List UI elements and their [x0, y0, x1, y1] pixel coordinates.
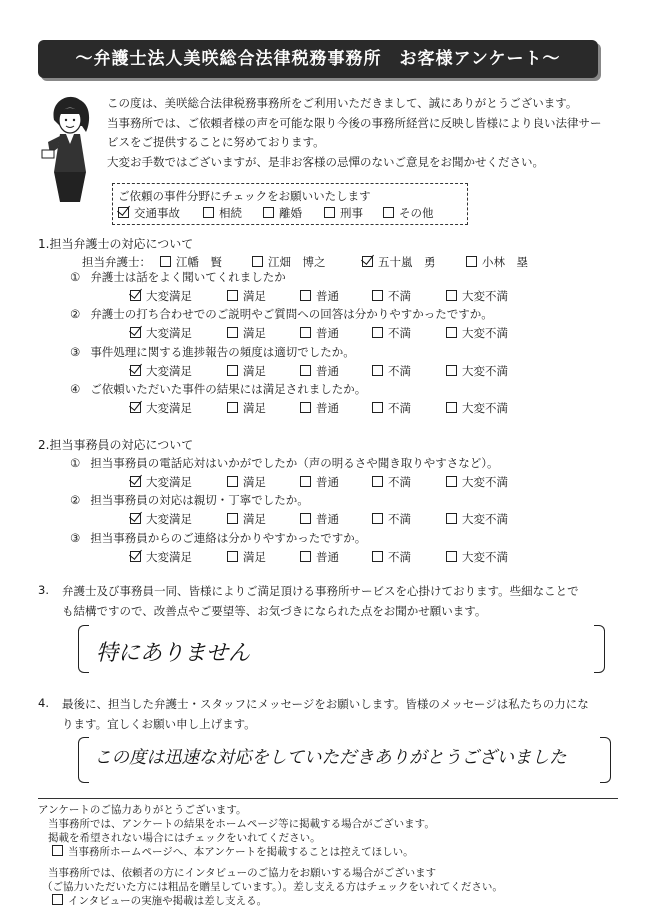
checkbox[interactable] — [372, 365, 383, 376]
rating-option-label: 普通 — [316, 550, 339, 564]
rating-option-label: 大変満足 — [146, 326, 192, 340]
rating-option[interactable] — [227, 288, 266, 304]
question-row — [70, 344, 355, 360]
question-number: ① — [70, 270, 81, 284]
rating-option[interactable] — [446, 511, 508, 527]
rating-option-label: 普通 — [316, 364, 339, 378]
checkbox[interactable] — [227, 476, 238, 487]
checkbox-checked[interactable] — [130, 365, 141, 376]
checkbox[interactable] — [227, 513, 238, 524]
checkbox-checked[interactable] — [118, 207, 129, 218]
checkbox-checked[interactable] — [130, 513, 141, 524]
checkbox-checked[interactable] — [130, 290, 141, 301]
question-number: ② — [70, 307, 81, 321]
rating-option-label: 普通 — [316, 475, 339, 489]
footer-text: （ご協力いただいた方には粗品を贈呈しています。）。差し支える方はチェックをいれてください。 — [42, 881, 503, 893]
checkbox[interactable] — [300, 402, 311, 413]
question-text: 担当事務員の電話応対はいかがでしたか（声の明るさや聞き取りやすさなど）。 — [90, 456, 499, 470]
rating-option-label: 満足 — [243, 401, 266, 415]
rating-option[interactable] — [372, 511, 411, 527]
checkbox[interactable] — [227, 551, 238, 562]
checkbox[interactable] — [446, 365, 457, 376]
checkbox[interactable] — [372, 327, 383, 338]
rating-option-label: 普通 — [316, 401, 339, 415]
checkbox[interactable] — [203, 207, 214, 218]
section-1-heading: 1.担当弁護士の対応について — [38, 237, 194, 251]
rating-option[interactable] — [372, 549, 411, 565]
rating-option[interactable] — [227, 474, 266, 490]
rating-option-label: 大変満足 — [146, 289, 192, 303]
checkbox-checked[interactable] — [130, 476, 141, 487]
rating-option-label: 満足 — [243, 475, 266, 489]
rating-option-label: 満足 — [243, 364, 266, 378]
bracket-right — [594, 625, 605, 673]
checkbox-checked[interactable] — [130, 327, 141, 338]
staff-illustration — [40, 92, 102, 204]
rating-option[interactable] — [227, 400, 266, 416]
rating-option-label: 大変満足 — [146, 550, 192, 564]
question-text: 弁護士の打ち合わせでのご説明やご質問への回答は分かりやすかったですか。 — [90, 307, 493, 321]
lawyer-name: 江幡 賢 — [176, 255, 222, 269]
case-type-box — [112, 183, 468, 225]
section-4-text: ります。宜しくお願い申し上げます。 — [62, 717, 256, 731]
section-2-heading: 2.担当事務員の対応について — [38, 438, 194, 452]
case-option-label: 離婚 — [279, 206, 302, 220]
checkbox[interactable] — [263, 207, 274, 218]
section-3-text: 弁護士及び事務員一同、皆様によりご満足頂ける事務所サービスを心掛けております。些細なことで — [62, 584, 579, 598]
question-text: 弁護士は話をよく聞いてくれましたか — [90, 270, 286, 284]
rating-option[interactable] — [300, 549, 339, 565]
rating-option[interactable] — [300, 511, 339, 527]
rating-option-label: 満足 — [243, 289, 266, 303]
section-4-number: 4. — [38, 696, 49, 710]
question-row — [70, 381, 366, 397]
question-row — [70, 455, 499, 471]
case-option-label: その他 — [399, 206, 434, 220]
question-text: 担当事務員の対応は親切・丁寧でしたか。 — [90, 493, 309, 507]
checkbox[interactable] — [372, 402, 383, 413]
lawyer-name: 五十嵐 勇 — [378, 255, 436, 269]
rating-option[interactable] — [372, 363, 411, 379]
checkbox[interactable] — [372, 551, 383, 562]
intro-text — [107, 94, 617, 172]
section-3-number: 3. — [38, 583, 49, 597]
rating-option[interactable] — [446, 325, 508, 341]
rating-option-label: 満足 — [243, 326, 266, 340]
rating-option[interactable] — [130, 363, 192, 379]
intro-line: 大変お手数ではございますが、是非お客様の忌憚のないご意見をお聞かせください。 — [107, 154, 544, 169]
checkbox[interactable] — [300, 327, 311, 338]
rating-option-label: 満足 — [243, 512, 266, 526]
checkbox[interactable] — [446, 327, 457, 338]
rating-option[interactable] — [300, 363, 339, 379]
checkbox-checked[interactable] — [130, 402, 141, 413]
checkbox[interactable] — [227, 290, 238, 301]
rating-option[interactable] — [227, 363, 266, 379]
lawyer-option[interactable] — [466, 254, 528, 270]
rating-option[interactable] — [446, 474, 508, 490]
rating-option-label: 不満 — [388, 401, 411, 415]
case-option[interactable] — [203, 205, 242, 221]
checkbox[interactable] — [160, 256, 171, 267]
checkbox[interactable] — [227, 365, 238, 376]
intro-line: ビスをご提供することに努めております。 — [107, 135, 325, 149]
question-text: 担当事務員からのご連絡は分かりやすかったですか。 — [90, 531, 367, 545]
lawyer-label: 担当弁護士： — [82, 255, 151, 269]
rating-option[interactable] — [372, 474, 411, 490]
footer-option-label: インタビューの実施や掲載は差し支える。 — [68, 895, 268, 907]
rating-option-label: 不満 — [388, 512, 411, 526]
rating-option-label: 不満 — [388, 289, 411, 303]
rating-option[interactable] — [130, 400, 192, 416]
footer-text: 当事務所では、依頼者の方にインタビューのご協力をお願いする場合がございます — [48, 867, 437, 879]
rating-option-label: 大変満足 — [146, 475, 192, 489]
lawyer-option[interactable] — [362, 254, 436, 270]
checkbox[interactable] — [300, 476, 311, 487]
rating-option[interactable] — [130, 325, 192, 341]
footer-option-label: 当事務所ホームページへ、本アンケートを掲載することは控えてほしい。 — [68, 846, 414, 858]
rating-option-label: 大変不満 — [462, 364, 508, 378]
question-row — [70, 492, 309, 508]
case-option[interactable] — [118, 205, 180, 221]
rating-option-label: 大変不満 — [462, 326, 508, 340]
rating-option[interactable] — [130, 511, 192, 527]
rating-option-label: 満足 — [243, 550, 266, 564]
survey-title-banner: ～弁護士法人美咲総合法律税務事務所 お客様アンケート～ — [38, 40, 598, 78]
lawyer-option[interactable] — [252, 254, 326, 270]
rating-option[interactable] — [446, 549, 508, 565]
rating-option-label: 大変満足 — [146, 512, 192, 526]
checkbox[interactable] — [372, 513, 383, 524]
footer-thanks: アンケートのご協力ありがとうございます。 — [38, 804, 247, 816]
checkbox[interactable] — [372, 476, 383, 487]
checkbox[interactable] — [52, 845, 63, 856]
checkbox[interactable] — [52, 894, 63, 905]
rating-option-label: 不満 — [388, 475, 411, 489]
rating-option-label: 大変不満 — [462, 512, 508, 526]
bracket-left — [78, 625, 89, 673]
case-type-prompt: ご依頼の事件分野にチェックをお願いいたします — [118, 189, 371, 203]
question-number: ③ — [70, 345, 81, 359]
rating-option[interactable] — [227, 549, 266, 565]
rating-option-label: 不満 — [388, 326, 411, 340]
checkbox-checked[interactable] — [130, 551, 141, 562]
checkbox[interactable] — [446, 290, 457, 301]
rating-option[interactable] — [130, 288, 192, 304]
rating-option[interactable] — [227, 511, 266, 527]
question-number: ① — [70, 456, 81, 470]
checkbox[interactable] — [446, 513, 457, 524]
checkbox[interactable] — [300, 513, 311, 524]
checkbox[interactable] — [466, 256, 477, 267]
case-option-label: 交通事故 — [134, 206, 180, 220]
checkbox[interactable] — [446, 551, 457, 562]
question-text: 事件処理に関する進捗報告の頻度は適切でしたか。 — [90, 345, 355, 359]
case-option[interactable] — [324, 205, 363, 221]
lawyer-option[interactable] — [160, 254, 222, 270]
checkbox[interactable] — [300, 290, 311, 301]
footer-option[interactable] — [52, 893, 267, 908]
rating-option-label: 大変不満 — [462, 401, 508, 415]
case-option-label: 刑事 — [340, 206, 363, 220]
question-text: ご依頼いただいた事件の結果には満足されましたか。 — [90, 382, 367, 396]
rating-option-label: 大変不満 — [462, 475, 508, 489]
checkbox[interactable] — [300, 551, 311, 562]
checkbox[interactable] — [252, 256, 263, 267]
checkbox[interactable] — [324, 207, 335, 218]
rating-option-label: 不満 — [388, 364, 411, 378]
intro-line: この度は、美咲総合法律税務事務所をご利用いただきまして、誠にありがとうございます。 — [107, 96, 578, 110]
lawyer-name: 江畑 博之 — [268, 255, 326, 269]
rating-option-label: 普通 — [316, 326, 339, 340]
rating-option[interactable] — [446, 400, 508, 416]
question-number: ④ — [70, 382, 81, 396]
rating-option[interactable] — [372, 325, 411, 341]
rating-option-label: 大変満足 — [146, 401, 192, 415]
checkbox-checked[interactable] — [362, 256, 373, 267]
intro-line: 当事務所では、ご依頼者様の声を可能な限り今後の事務所経営に反映し皆様により良い法律サー — [107, 115, 602, 130]
checkbox[interactable] — [446, 476, 457, 487]
rating-option[interactable] — [227, 325, 266, 341]
rating-option-label: 普通 — [316, 289, 339, 303]
section-4-text: 最後に、担当した弁護士・スタッフにメッセージをお願いします。皆様のメッセージは私たちの力にな — [62, 697, 589, 711]
checkbox[interactable] — [227, 402, 238, 413]
case-option[interactable] — [383, 205, 434, 221]
rating-option[interactable] — [130, 474, 192, 490]
question-row — [70, 306, 493, 322]
question-number: ② — [70, 493, 81, 507]
footer-text: 掲載を希望されない場合にはチェックをいれてください。 — [48, 832, 321, 844]
rating-option[interactable] — [300, 325, 339, 341]
rating-option-label: 大変不満 — [462, 550, 508, 564]
rating-option[interactable] — [372, 288, 411, 304]
section-3-text: も結構ですので、改善点やご要望等、お気づきになられた点をお聞かせ願います。 — [62, 604, 487, 618]
checkbox[interactable] — [372, 290, 383, 301]
rating-option-label: 大変満足 — [146, 364, 192, 378]
rating-option[interactable] — [130, 549, 192, 565]
rating-option[interactable] — [446, 288, 508, 304]
footer-option[interactable] — [52, 844, 414, 859]
question-number: ③ — [70, 531, 81, 545]
question-row — [70, 269, 286, 285]
footer — [38, 798, 618, 907]
rating-option-label: 普通 — [316, 512, 339, 526]
rating-option-label: 大変不満 — [462, 289, 508, 303]
rating-option-label: 不満 — [388, 550, 411, 564]
checkbox[interactable] — [227, 327, 238, 338]
case-option[interactable] — [263, 205, 302, 221]
rating-option[interactable] — [300, 400, 339, 416]
section-4-answer[interactable]: この度は迅速な対応をしていただきありがとうございました — [94, 748, 567, 768]
rating-option[interactable] — [372, 400, 411, 416]
footer-text: 当事務所では、アンケートの結果をホームページ等に掲載する場合がございます。 — [48, 818, 435, 830]
question-row — [70, 530, 366, 546]
checkbox[interactable] — [300, 365, 311, 376]
bracket-right — [600, 737, 611, 783]
lawyer-name: 小林 塁 — [482, 255, 528, 269]
checkbox[interactable] — [446, 402, 457, 413]
rating-option[interactable] — [446, 363, 508, 379]
bracket-left — [78, 737, 89, 783]
section-3-answer[interactable]: 特にありません — [96, 641, 251, 666]
rating-option[interactable] — [300, 474, 339, 490]
rating-option[interactable] — [300, 288, 339, 304]
checkbox[interactable] — [383, 207, 394, 218]
case-option-label: 相続 — [219, 206, 242, 220]
